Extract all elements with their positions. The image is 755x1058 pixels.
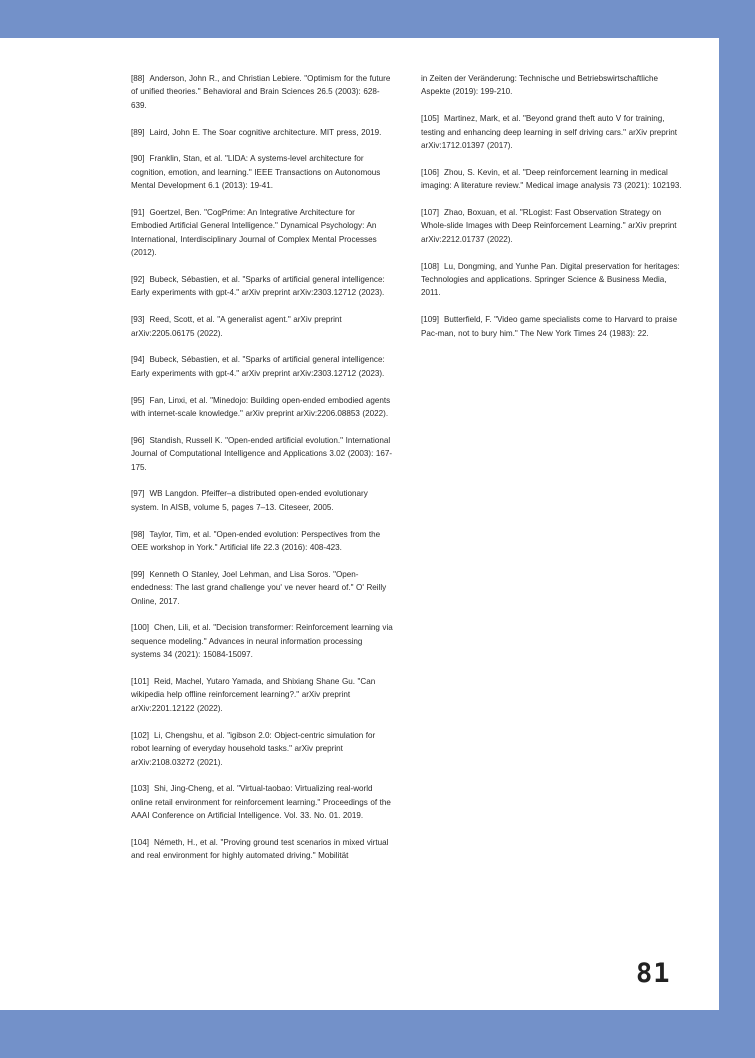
- reference-text: Laird, John E. The Soar cognitive architecture. MIT press, 2019.: [149, 127, 382, 137]
- reference-number: [107]: [421, 208, 440, 218]
- document-page: [0, 38, 719, 1010]
- reference-number: [90]: [131, 154, 145, 164]
- reference-item: [421, 260, 683, 300]
- reference-continuation: in Zeiten der Veränderung: Technische und Betriebswirtschaftliche Aspekte (2019): 199-210.: [421, 74, 658, 97]
- reference-item: [131, 487, 393, 514]
- reference-number: [104]: [131, 837, 150, 847]
- reference-number: [105]: [421, 114, 440, 124]
- reference-text: Kenneth O Stanley, Joel Lehman, and Lisa Soros. "Open-endedness: The last grand challenge you' ve never heard of." O' Reilly Online, 2017.: [131, 569, 387, 606]
- reference-number: [102]: [131, 730, 150, 740]
- reference-text: Anderson, John R., and Christian Lebiere. "Optimism for the future of unified theories." Behavioral and Brain Sciences 26.5 (2003): 628-639.: [131, 74, 391, 110]
- reference-number: [96]: [131, 435, 145, 445]
- reference-number: [94]: [131, 355, 145, 365]
- reference-item: [131, 273, 393, 300]
- reference-number: [89]: [131, 127, 145, 137]
- reference-number: [95]: [131, 395, 145, 405]
- reference-number: [97]: [131, 489, 145, 499]
- reference-text: Goertzel, Ben. "CogPrime: An Integrative Architecture for Embodied Artificial General Intelligence." Dynamical Psychology: An International, Interdisciplinary Journal of Complex Mental Processes (2012).: [131, 208, 377, 258]
- reference-text: Martinez, Mark, et al. "Beyond grand theft auto V for training, testing and enhancing deep learning in self driving cars." arXiv preprint arXiv:1712.01397 (2017).: [421, 114, 678, 151]
- reference-text: Franklin, Stan, et al. "LIDA: A systems-level architecture for cognition, emotion, and learning." IEEE Transactions on Autonomous Mental Development 6.1 (2013): 19-41.: [131, 154, 381, 191]
- reference-item: [131, 675, 393, 715]
- reference-item: [131, 434, 393, 474]
- reference-number: [88]: [131, 74, 145, 83]
- reference-number: [93]: [131, 315, 145, 325]
- reference-item: [131, 729, 393, 769]
- reference-number: [91]: [131, 208, 145, 218]
- reference-item: [131, 152, 393, 192]
- reference-number: [99]: [131, 569, 145, 579]
- reference-item: [131, 782, 393, 822]
- reference-item: [131, 621, 393, 661]
- reference-item: [131, 568, 393, 608]
- reference-item: [131, 72, 393, 112]
- references-left-column: [131, 72, 393, 876]
- reference-item: [131, 206, 393, 260]
- reference-number: [98]: [131, 529, 145, 539]
- reference-item: [131, 353, 393, 380]
- reference-text: Lu, Dongming, and Yunhe Pan. Digital preservation for heritages: Technologies and applications. Springer Science & Business Media, 2011.: [421, 261, 680, 298]
- reference-item: [131, 836, 393, 863]
- reference-text: Zhou, S. Kevin, et al. "Deep reinforcement learning in medical imaging: A literature review." Medical image analysis 73 (2021): 102193.: [421, 167, 682, 191]
- reference-number: [103]: [131, 784, 150, 794]
- reference-text: Reid, Machel, Yutaro Yamada, and Shixiang Shane Gu. "Can wikipedia help offline reinforcement learning?." arXiv preprint arXiv:2201.12122 (2022).: [131, 677, 376, 713]
- reference-number: [100]: [131, 623, 150, 633]
- reference-text: Bubeck, Sébastien, et al. "Sparks of artificial general intelligence: Early experiments with gpt-4." arXiv preprint arXiv:2303.12712 (2023).: [131, 355, 385, 378]
- reference-text: WB Langdon. Pfeiffer–a distributed open-ended evolutionary system. In AISB, volume 5, pages 7–13. Citeseer, 2005.: [131, 489, 368, 512]
- reference-item: [421, 206, 683, 246]
- reference-number: [108]: [421, 261, 440, 271]
- reference-text: Fan, Linxi, et al. "Minedojo: Building open-ended embodied agents with internet-scale knowledge." arXiv preprint arXiv:2206.08853 (2022).: [131, 395, 391, 419]
- reference-text: Zhao, Boxuan, et al. "RLogist: Fast Observation Strategy on Whole-slide Images with Deep Reinforcement Learning." arXiv preprint arXiv:2212.01737 (2022).: [421, 208, 677, 244]
- reference-text: Butterfield, F. "Video game specialists come to Harvard to praise Pac-man, not to bury him." The New York Times 24 (1983): 22.: [421, 315, 678, 338]
- reference-text: Li, Chengshu, et al. "igibson 2.0: Object-centric simulation for robot learning of everyday household tasks." arXiv preprint arXiv:2108.03272 (2021).: [131, 730, 376, 767]
- reference-text: Bubeck, Sébastien, et al. "Sparks of artificial general intelligence: Early experiments with gpt-4." arXiv preprint arXiv:2303.12712 (2023).: [131, 275, 385, 298]
- reference-number: [106]: [421, 167, 440, 177]
- references-right-column: [421, 72, 683, 353]
- reference-item: [131, 528, 393, 555]
- reference-text: Shi, Jing-Cheng, et al. "Virtual-taobao: Virtualizing real-world online retail environment for reinforcement learning." Proceedings of the AAAI Conference on Artificial Intelligence. Vol. 33. No. 01. 2019.: [131, 784, 391, 821]
- reference-item: [421, 313, 683, 340]
- reference-item: [131, 394, 393, 421]
- reference-item: [421, 166, 683, 193]
- reference-text: Standish, Russell K. "Open-ended artificial evolution." International Journal of Computational Intelligence and Applications 3.02 (2003): 167-175.: [131, 435, 393, 472]
- reference-number: [92]: [131, 275, 145, 285]
- reference-item: [131, 313, 393, 340]
- reference-item: [421, 112, 683, 152]
- reference-item: [131, 126, 393, 139]
- page-number: 81: [636, 958, 671, 989]
- reference-text: Chen, Lili, et al. "Decision transformer: Reinforcement learning via sequence modeling." Advances in neural information processing systems 34 (2021): 15084-15097.: [131, 623, 393, 660]
- reference-number: [109]: [421, 315, 440, 325]
- reference-text: Reed, Scott, et al. "A generalist agent." arXiv preprint arXiv:2205.06175 (2022).: [131, 315, 342, 338]
- reference-number: [101]: [131, 677, 150, 687]
- reference-text: Taylor, Tim, et al. "Open-ended evolution: Perspectives from the OEE workshop in York." Artificial life 22.3 (2016): 408-423.: [131, 529, 381, 553]
- reference-text: Németh, H., et al. "Proving ground test scenarios in mixed virtual and real environment for highly automated driving." Mobilität: [131, 837, 389, 861]
